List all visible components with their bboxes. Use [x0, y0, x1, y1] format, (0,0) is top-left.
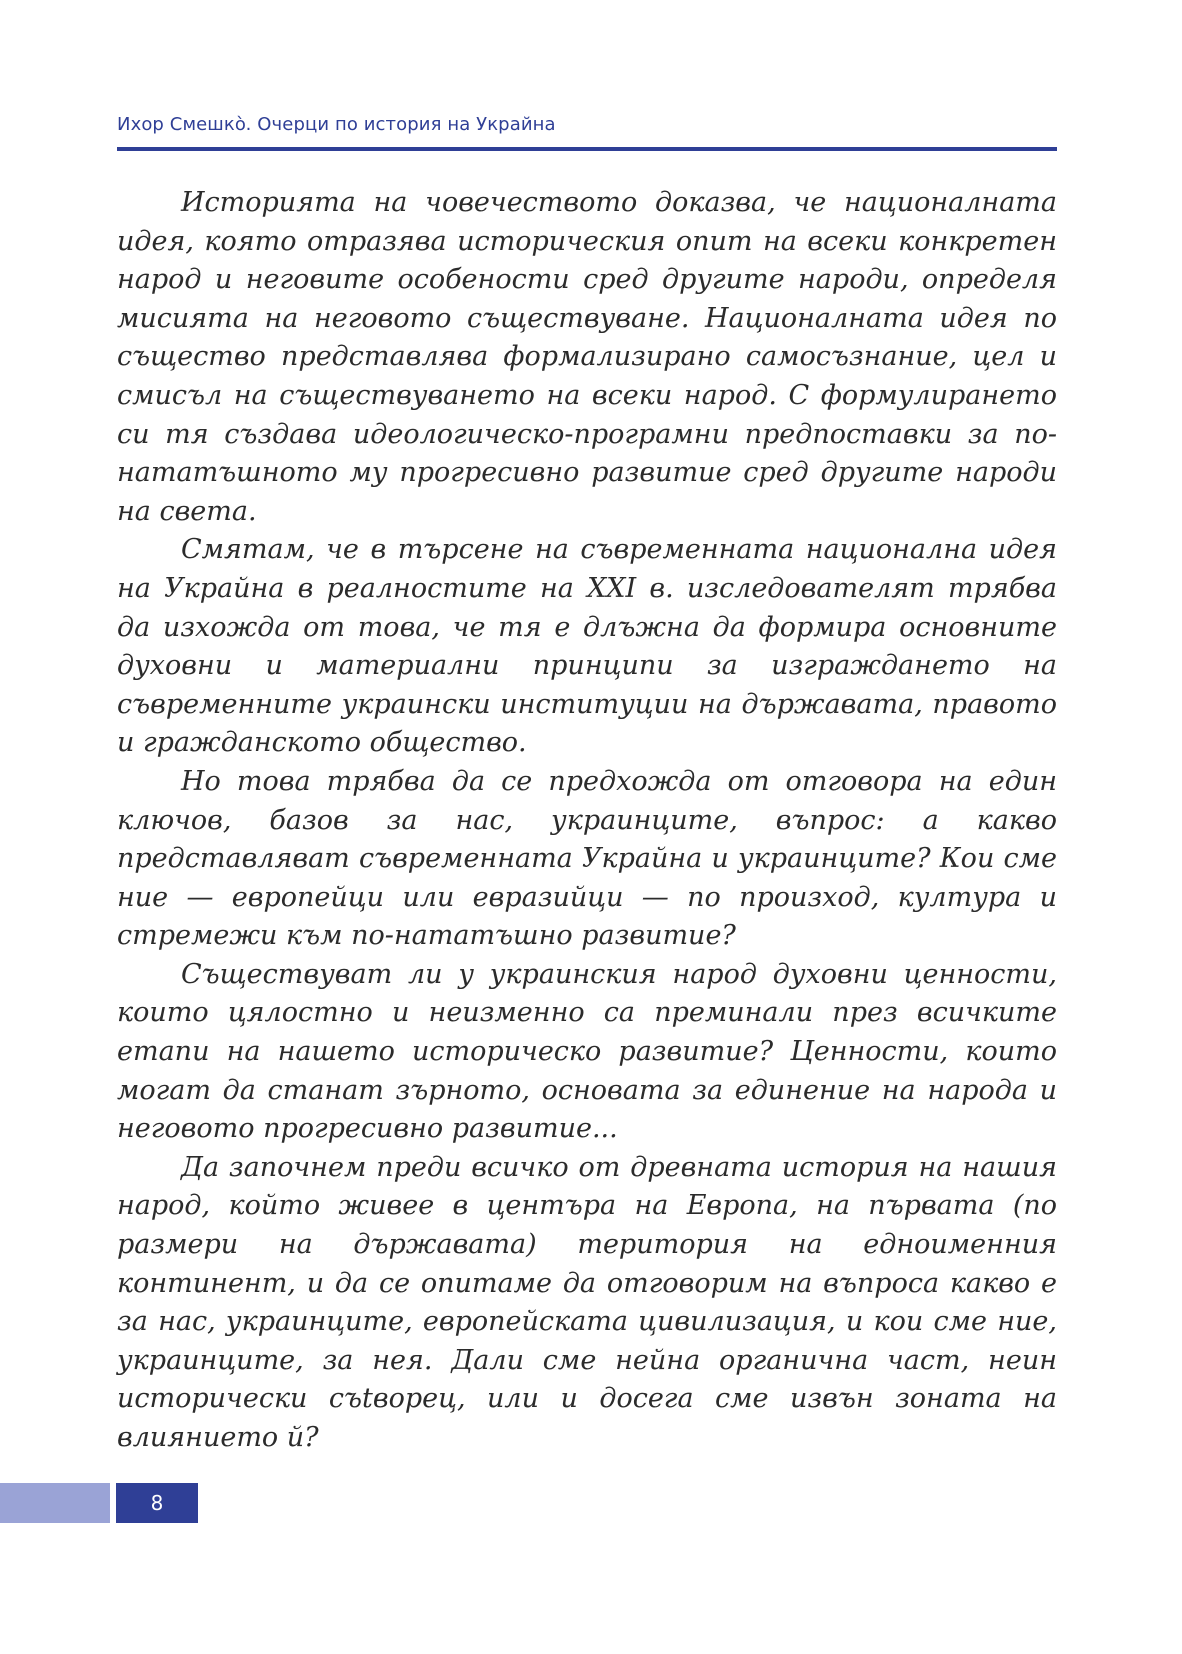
running-header: Ихор Смешкò. Очерци по история на Украйна: [117, 114, 556, 135]
footer-band: [0, 1483, 110, 1523]
paragraph-1: Историята на човечеството доказва, че националната идея, която отразява историческия опит на всеки конкретен народ и неговите особености сред другите народи, определя мисията на неговото съществуване. Националната идея по същество представлява формализирано самосъзнание, цел и смисъл на съществуването на всеки народ. С формулирането си тя създава идеологическо-програмни предпоставки за по-нататъшното му прогресивно развитие сред другите народи на света.: [117, 187, 1057, 527]
paragraph-2: Смятам, че в търсене на съвременната национална идея на Украйна в реалностите на XXI в. изследователят трябва да изхожда от това, че тя е длъжна да формира основните духовни и материални принципи за изграждането на съвременните украински институции на държавата, правото и гражданското общество.: [117, 534, 1057, 759]
paragraph-3: Но това трябва да се предхожда от отговора на един ключов, базов за нас, украинците, въпрос: а какво представляват съвременната Украйна и украинците? Кои сме ние — европейци или евразийци — по произход, култура и стремежи към по-нататъшно развитие?: [117, 765, 1057, 952]
paragraph-4: Съществуват ли у украинския народ духовни ценности, които цялостно и неизменно са преминали през всичките етапи на нашето историческо развитие? Ценности, които могат да станат зърното, основата за единение на народа и неговото прогресивно развитие...: [117, 958, 1057, 1145]
page-number: 8: [116, 1483, 198, 1523]
paragraph-5: Да започнем преди всичко от древната история на нашия народ, който живее в центъра на Европа, на първата (по размери на държавата) територия на едноименния континент, и да се опитаме да отговорим на въпроса какво е за нас, украинците, европейската цивилизация, и кои сме ние, украинците, за нея. Дали сме нейна органична част, неин исторически съtворец, или и досега сме извън зоната на влиянието й?: [117, 1151, 1057, 1453]
header-rule: [117, 147, 1057, 151]
body-text: [117, 184, 1057, 1458]
